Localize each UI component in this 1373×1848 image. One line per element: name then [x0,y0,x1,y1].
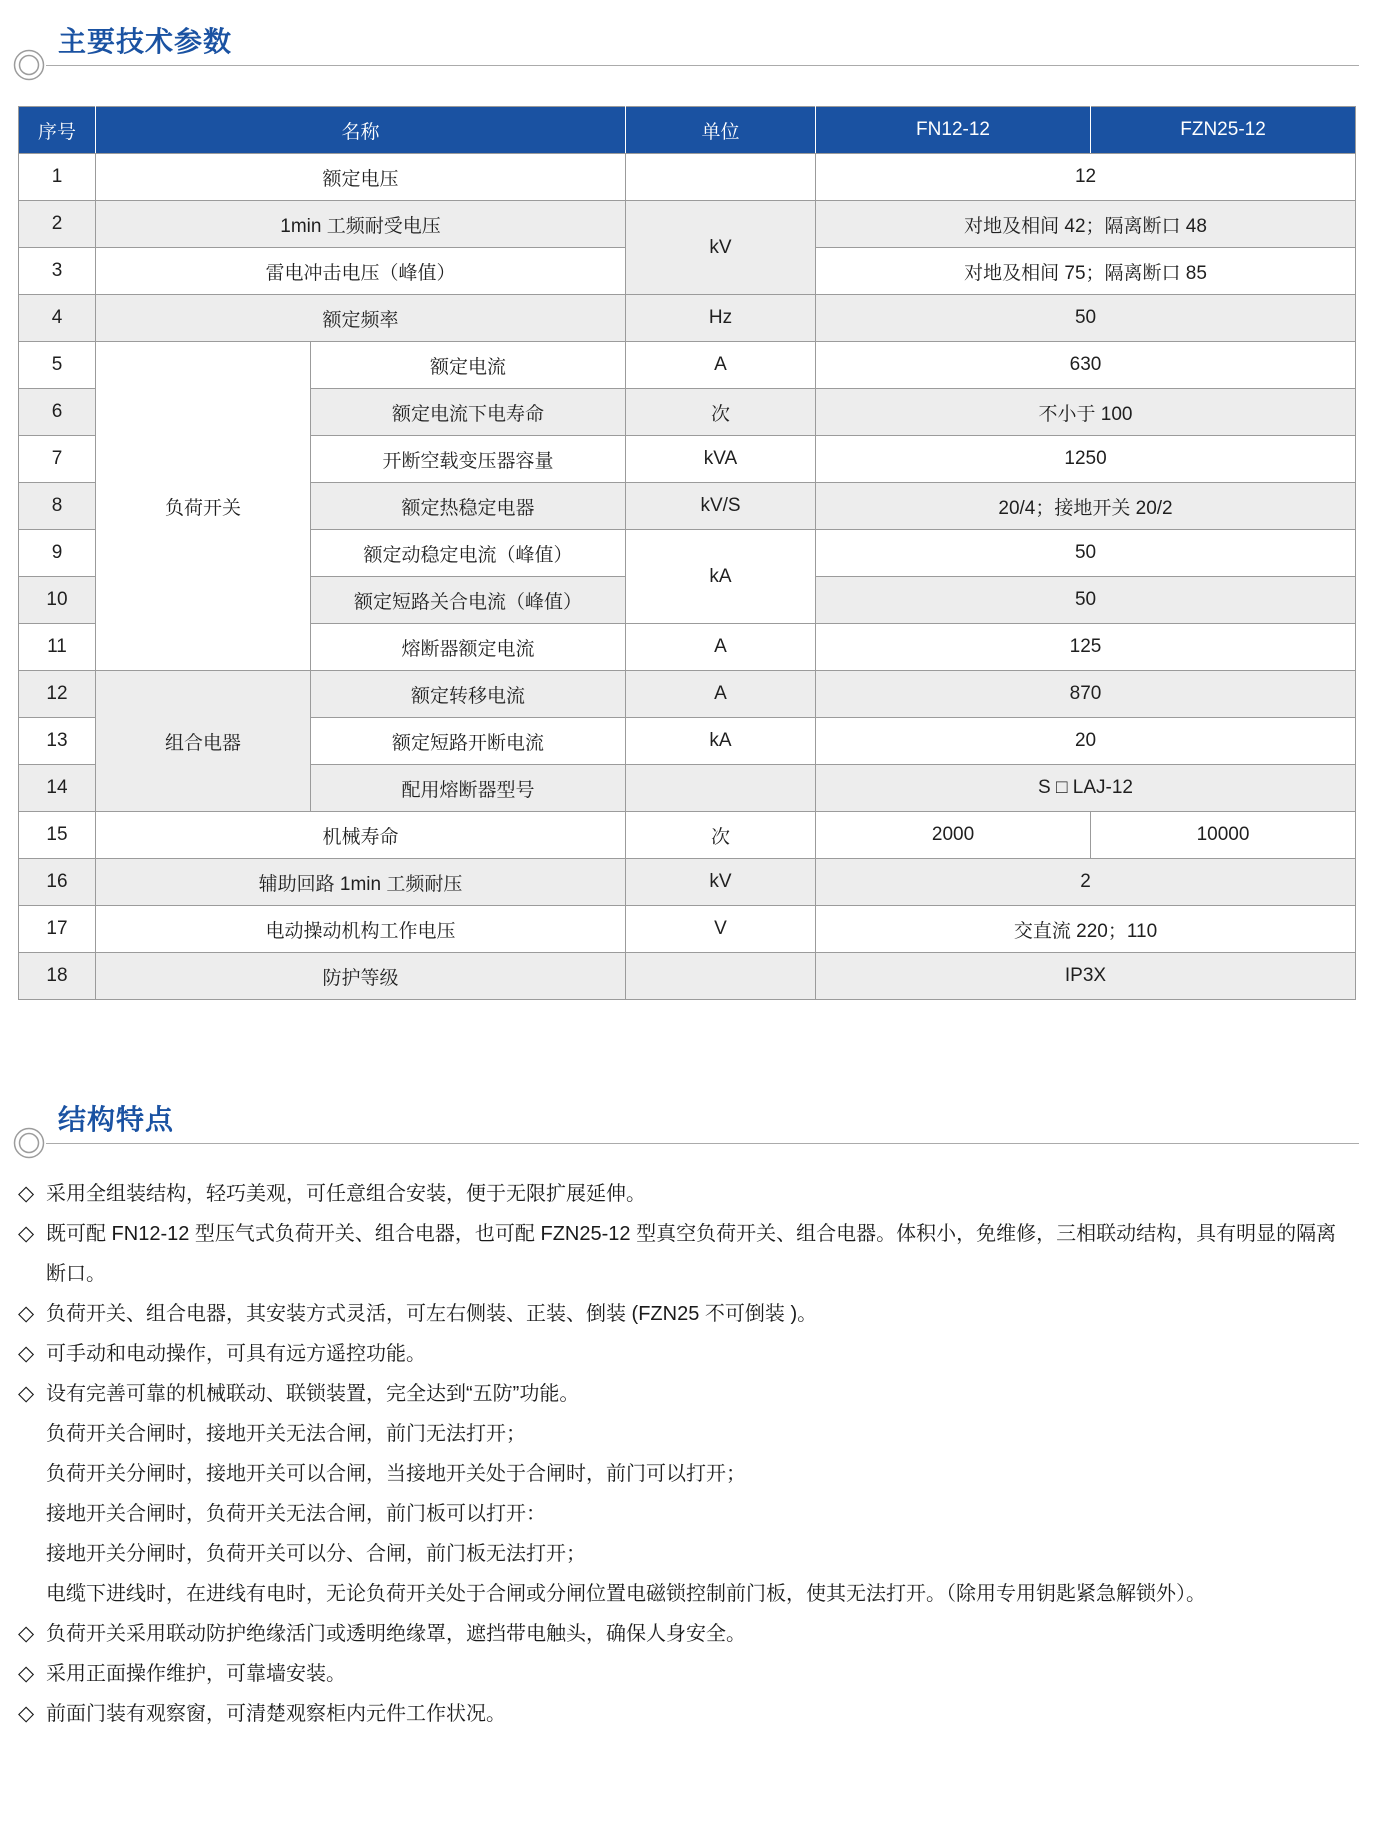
cell-value-fzn: 10000 [1091,812,1356,859]
cell-no: 10 [19,577,96,624]
list-item [18,1214,1355,1294]
features-list [18,1174,1355,1734]
cell-param-name: 辅助回路 1min 工频耐压 [96,859,626,906]
cell-value: 不小于 100 [816,389,1356,436]
list-item [18,1694,1355,1734]
cell-unit: kA [626,718,816,765]
diamond-bullet-icon: ◇ [18,1382,35,1405]
cell-param-name: 熔断器额定电流 [311,624,626,671]
cell-no: 7 [19,436,96,483]
cell-value: 2 [816,859,1356,906]
cell-value: 20 [816,718,1356,765]
cell-unit [626,765,816,812]
cell-no: 4 [19,295,96,342]
cell-param-name: 额定电流 [311,342,626,389]
cell-unit [626,953,816,1000]
cell-unit: kA [626,530,816,624]
table-row [19,295,1356,342]
list-subitem: 接地开关合闸时，负荷开关无法合闸，前门板可以打开： [46,1503,546,1525]
cell-value-fn: 2000 [816,812,1091,859]
ring-icon [12,1126,46,1160]
cell-no: 1 [19,154,96,201]
divider-line [46,65,1359,66]
cell-unit: A [626,624,816,671]
table-row [19,953,1356,1000]
list-item-text: 既可配 FN12-12 型压气式负荷开关、组合电器，也可配 FZN25-12 型真空负荷开关、组合电器。体积小，免维修，三相联动结构，具有明显的隔离断口。 [46,1223,1337,1285]
cell-param-name: 额定转移电流 [311,671,626,718]
list-item-text: 前面门装有观察窗，可清楚观察柜内元件工作状况。 [46,1703,506,1725]
tech-params-title: 主要技术参数 [58,26,233,57]
header-fn12-12: FN12-12 [816,107,1091,154]
cell-param-name: 额定电流下电寿命 [311,389,626,436]
list-item-text: 可手动和电动操作，可具有远方遥控功能。 [46,1343,426,1365]
list-item [18,1174,1355,1214]
cell-unit: Hz [626,295,816,342]
table-row [19,342,1356,389]
cell-no: 15 [19,812,96,859]
cell-value: S □ LAJ-12 [816,765,1356,812]
list-item-text: 采用正面操作维护，可靠墙安装。 [46,1663,346,1685]
list-item-text: 设有完善可靠的机械联动、联锁装置，完全达到“五防”功能。 [46,1383,580,1405]
cell-param-name: 开断空载变压器容量 [311,436,626,483]
cell-value: 交直流 220；110 [816,906,1356,953]
cell-param-name: 额定频率 [96,295,626,342]
cell-unit: kVA [626,436,816,483]
cell-no: 13 [19,718,96,765]
cell-value: 20/4；接地开关 20/2 [816,483,1356,530]
features-title: 结构特点 [58,1104,175,1135]
cell-value: 630 [816,342,1356,389]
cell-unit: kV [626,859,816,906]
list-subitem: 接地开关分闸时，负荷开关可以分、合闸，前门板无法打开； [46,1543,586,1565]
cell-param-name: 额定动稳定电流（峰值） [311,530,626,577]
cell-no: 6 [19,389,96,436]
cell-unit: kV [626,201,816,295]
diamond-bullet-icon: ◇ [18,1302,35,1325]
table-row [19,859,1356,906]
table-header-row [19,107,1356,154]
diamond-bullet-icon: ◇ [18,1182,35,1205]
cell-no: 14 [19,765,96,812]
list-subitem: 负荷开关分闸时，接地开关可以合闸，当接地开关处于合闸时，前门可以打开； [46,1463,746,1485]
header-index: 序号 [19,107,96,154]
cell-param-name: 雷电冲击电压（峰值） [96,248,626,295]
table-row [19,154,1356,201]
cell-no: 11 [19,624,96,671]
cell-no: 16 [19,859,96,906]
cell-no: 9 [19,530,96,577]
cell-unit: 次 [626,389,816,436]
cell-no: 8 [19,483,96,530]
cell-param-name: 额定热稳定电器 [311,483,626,530]
header-unit: 单位 [626,107,816,154]
header-fzn25-12: FZN25-12 [1091,107,1356,154]
list-item [18,1654,1355,1694]
cell-param-name: 额定电压 [96,154,626,201]
cell-value: 50 [816,530,1356,577]
diamond-bullet-icon: ◇ [18,1702,35,1725]
section-divider [0,1126,1373,1160]
table-row [19,201,1356,248]
ring-icon [12,48,46,82]
divider-line [46,1143,1359,1144]
cell-unit: A [626,671,816,718]
cell-unit: 次 [626,812,816,859]
cell-value: 870 [816,671,1356,718]
list-item-text: 负荷开关、组合电器，其安装方式灵活，可左右侧装、正装、倒装 (FZN25 不可倒装 )。 [46,1303,818,1325]
diamond-bullet-icon: ◇ [18,1662,35,1685]
list-item-text: 负荷开关采用联动防护绝缘活门或透明绝缘罩，遮挡带电触头，确保人身安全。 [46,1623,746,1645]
cell-group-load-switch: 负荷开关 [96,342,311,671]
list-item [18,1294,1355,1334]
cell-param-name: 1min 工频耐受电压 [96,201,626,248]
list-item-text: 采用全组装结构，轻巧美观，可任意组合安装，便于无限扩展延伸。 [46,1183,646,1205]
cell-group-combined: 组合电器 [96,671,311,812]
list-item [18,1374,1355,1414]
cell-value: 125 [816,624,1356,671]
list-item [18,1334,1355,1374]
diamond-bullet-icon: ◇ [18,1222,35,1245]
cell-unit: kV/S [626,483,816,530]
cell-value: 12 [816,154,1356,201]
list-subitem: 电缆下进线时，在进线有电时，无论负荷开关处于合闸或分闸位置电磁锁控制前门板，使其无法打开。（除用专用钥匙紧急解锁外）。 [46,1583,1206,1605]
diamond-bullet-icon: ◇ [18,1622,35,1645]
cell-param-name: 额定短路关合电流（峰值） [311,577,626,624]
cell-param-name: 配用熔断器型号 [311,765,626,812]
cell-no: 2 [19,201,96,248]
table-row [19,906,1356,953]
cell-value: IP3X [816,953,1356,1000]
cell-no: 12 [19,671,96,718]
cell-value: 50 [816,577,1356,624]
diamond-bullet-icon: ◇ [18,1342,35,1365]
header-name: 名称 [96,107,626,154]
cell-value: 1250 [816,436,1356,483]
cell-value: 对地及相间 75；隔离断口 85 [816,248,1356,295]
cell-param-name: 防护等级 [96,953,626,1000]
cell-unit: A [626,342,816,389]
cell-param-name: 电动操动机构工作电压 [96,906,626,953]
cell-no: 18 [19,953,96,1000]
list-subitem: 负荷开关合闸时，接地开关无法合闸，前门无法打开； [46,1423,526,1445]
cell-unit [626,154,816,201]
cell-no: 5 [19,342,96,389]
list-item [18,1614,1355,1654]
table-row [19,671,1356,718]
tech-params-table [18,106,1356,1000]
cell-param-name: 机械寿命 [96,812,626,859]
tech-params-section-header [0,0,1373,82]
cell-value: 50 [816,295,1356,342]
cell-no: 3 [19,248,96,295]
table-row [19,812,1356,859]
features-section-header [0,1078,1373,1160]
cell-unit: V [626,906,816,953]
cell-value: 对地及相间 42；隔离断口 48 [816,201,1356,248]
cell-param-name: 额定短路开断电流 [311,718,626,765]
cell-no: 17 [19,906,96,953]
